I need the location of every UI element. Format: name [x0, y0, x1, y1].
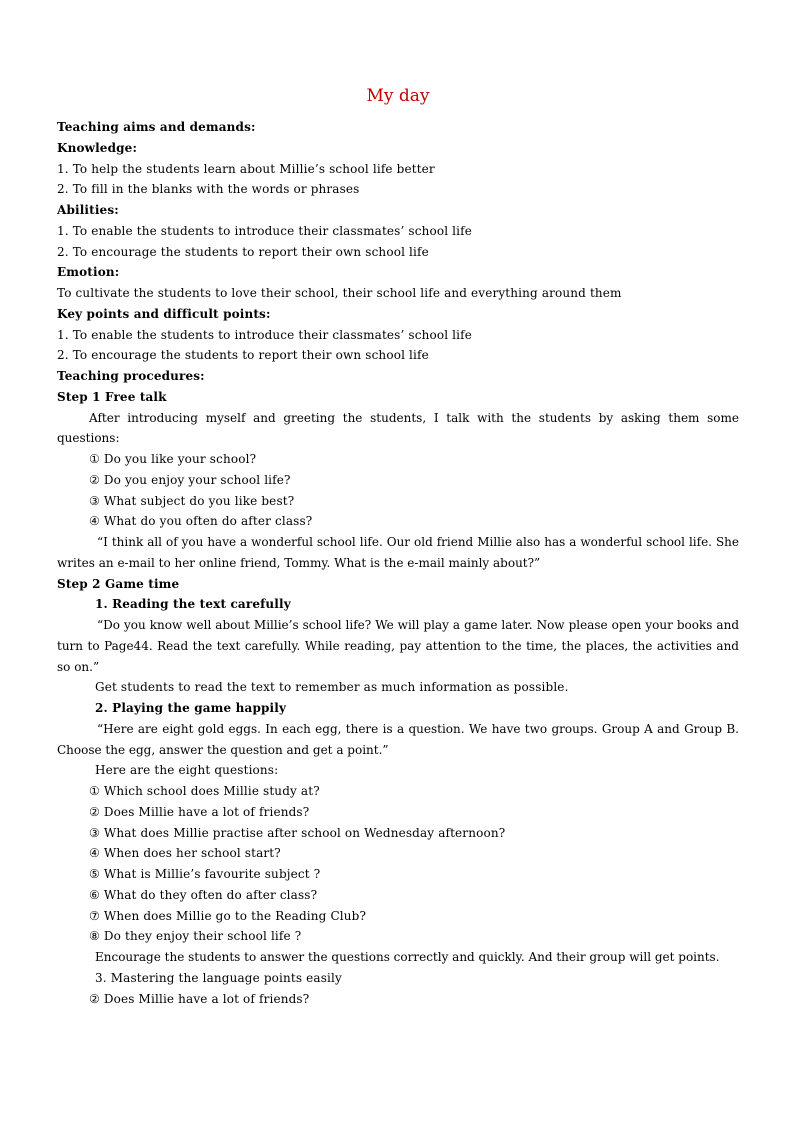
step1-question: ③ What subject do you like best? — [89, 493, 295, 508]
document-page — [57, 84, 739, 1009]
knowledge-item: 2. To fill in the blanks with the words or phrases — [57, 182, 360, 197]
step1-question: ② Do you enjoy your school life? — [89, 472, 291, 487]
step2-part2-heading: 2. Playing the game happily — [95, 701, 287, 715]
step2-part3-item: ② Does Millie have a lot of friends? — [89, 991, 310, 1006]
emotion-text: To cultivate the students to love their school, their school life and everything around them — [57, 286, 622, 300]
step1-question: ④ What do you often do after class? — [89, 514, 313, 529]
step2-part1-quote: “Do you know well about Millie’s school life? We will play a game later. Now please open your books and turn to Page44. Read the text carefully. While reading, pay attention to the time, the places, the activities and so on.” — [57, 618, 739, 674]
step2-part1-note: Get students to read the text to remember as much information as possible. — [95, 680, 569, 695]
knowledge-heading: Knowledge: — [57, 140, 138, 155]
step2-part3-heading: 3. Mastering the language points easily — [95, 970, 342, 985]
step1-question: ① Do you like your school? — [89, 452, 257, 466]
aims-heading: Teaching aims and demands: — [57, 120, 256, 134]
step2-question: ⑥ What do they often do after class? — [89, 887, 318, 902]
document-title: My day — [366, 86, 430, 106]
step2-question: ⑧ Do they enjoy their school life ? — [89, 929, 302, 944]
step1-quote: “I think all of you have a wonderful school life. Our old friend Millie also has a wonderful school life. She writes an e-mail to her online friend, Tommy. What is the e-mail mainly about?” — [57, 535, 739, 570]
step2-heading: Step 2 Game time — [57, 576, 180, 591]
step2-question: ③ What does Millie practise after school on Wednesday afternoon? — [89, 825, 506, 840]
step2-part2-lead: Here are the eight questions: — [95, 763, 279, 778]
abilities-item: 1. To enable the students to introduce their classmates’ school life — [57, 223, 472, 238]
abilities-heading: Abilities: — [57, 203, 119, 217]
step2-question: ⑦ When does Millie go to the Reading Club? — [89, 908, 367, 923]
emotion-heading: Emotion: — [57, 265, 120, 280]
key-point-item: 2. To encourage the students to report their own school life — [57, 348, 429, 363]
step2-question: ⑤ What is Millie’s favourite subject ? — [89, 867, 321, 881]
step2-question: ④ When does her school start? — [89, 846, 281, 861]
step1-intro: After introducing myself and greeting the students, I talk with the students by asking them some questions: — [57, 410, 739, 446]
step2-question: ② Does Millie have a lot of friends? — [89, 804, 310, 819]
step2-part2-quote: “Here are eight gold eggs. In each egg, there is a question. We have two groups. Group A and Group B. Choose the egg, answer the question and get a point.” — [57, 721, 739, 757]
key-points-heading: Key points and difficult points: — [57, 306, 271, 321]
step2-part1-heading: 1. Reading the text carefully — [95, 597, 291, 612]
step2-question: ① Which school does Millie study at? — [89, 784, 320, 798]
abilities-item: 2. To encourage the students to report their own school life — [57, 244, 429, 259]
step2-part2-note: Encourage the students to answer the questions correctly and quickly. And their group will get points. — [95, 950, 720, 964]
step1-heading: Step 1 Free talk — [57, 389, 167, 404]
knowledge-item: 1. To help the students learn about Millie’s school life better — [57, 161, 435, 176]
procedures-heading: Teaching procedures: — [57, 369, 205, 383]
key-point-item: 1. To enable the students to introduce their classmates’ school life — [57, 327, 472, 342]
